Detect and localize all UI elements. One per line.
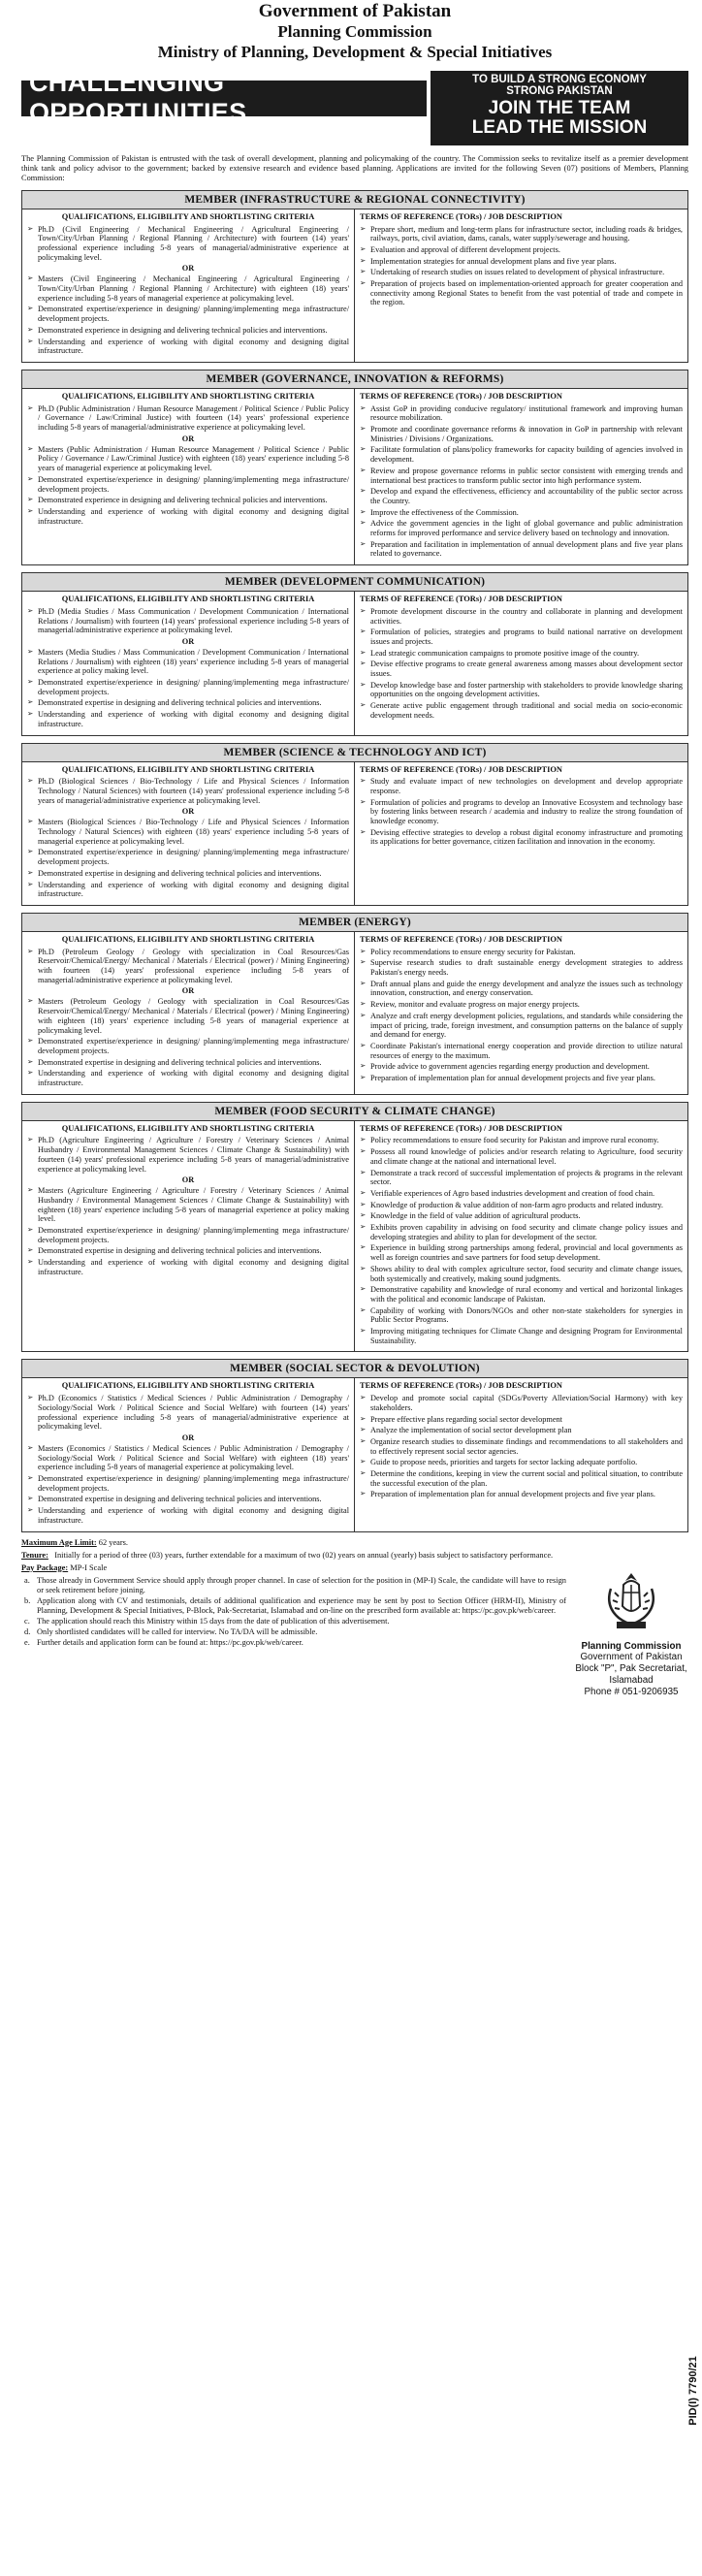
qualification-item: ➢ Demonstrated experience in designing and delivering technical policies and interventions. (27, 496, 349, 505)
tors-heading: TERMS OF REFERENCE (TORs) / JOB DESCRIPTION (360, 595, 562, 604)
note-item: d. Only shortlisted candidates will be called for interview. No TA/DA will be admissible. (24, 1627, 318, 1637)
position-columns (22, 209, 687, 362)
qualifications-column (22, 389, 355, 564)
qualifications-list (27, 445, 349, 527)
or-separator: OR (181, 1175, 195, 1185)
position-title: MEMBER (GOVERNANCE, INNOVATION & REFORMS) (22, 370, 687, 389)
tors-list (360, 607, 683, 721)
tor-item: ➢ Experience in building strong partnerships among federal, provincial and local governments as well as foreign countries and save partners for food setup development. (360, 1243, 683, 1262)
position-section (21, 743, 688, 906)
tors-column (355, 209, 687, 362)
note-item: c. The application should reach this Ministry within 15 days from the date of publication of this advertisement. (24, 1617, 390, 1626)
qualifications-list (27, 1186, 349, 1276)
qualification-masters: ➢ Masters (Biological Sciences / Bio-Technology / Life and Physical Sciences / Information Technology / Natural Sciences) with eighteen (18) years' experience including 5-8 years of managerial experience at policymaking level. (27, 818, 349, 846)
qualifications-list (27, 1136, 349, 1174)
position-columns (22, 389, 687, 564)
footer-text (21, 1538, 574, 1698)
qualification-phd: ➢ Ph.D (Public Administration / Human Resource Management / Political Science / Public Policy / Governance / Law/Criminal Justice) with fourteen (14) years' professional experience including 5-8 years of managerial/administrative experience at policymaking level. (27, 404, 349, 433)
qualifications-list (27, 225, 349, 263)
position-section (21, 370, 688, 565)
position-section (21, 572, 688, 735)
note-item: a. Those already in Government Service should apply through proper channel. In case of selection for the position in (MP-I) Scale, the candidate will have to resign or seek retirement before joining. (24, 1575, 566, 1594)
banner (21, 68, 688, 145)
tor-item: ➢ Analyze the implementation of social sector development plan (360, 1426, 683, 1435)
tor-item: ➢ Demonstrate a track record of successful implementation of projects & programs in the relevant sector. (360, 1169, 683, 1187)
tor-item: ➢ Prepare short, medium and long-term plans for infrastructure sector, including roads & bridges, railways, ports, civil aviation, dams, canals, water supply/sewerage and housing. (360, 225, 683, 243)
max-age (21, 1538, 566, 1548)
note-text: The application should reach this Ministry within 15 days from the date of publication of this advertisement. (37, 1617, 390, 1626)
or-separator: OR (181, 986, 195, 996)
tenure (21, 1551, 566, 1561)
qualifications-column (22, 762, 355, 905)
qualification-item: ➢ Demonstrated expertise in designing and delivering technical policies and interventions. (27, 1058, 349, 1068)
position-title: MEMBER (DEVELOPMENT COMMUNICATION) (22, 573, 687, 592)
pid-text: PID(I) 7790/21 (687, 2356, 700, 2426)
tor-item: ➢ Review, monitor and evaluate progress on major energy projects. (360, 1000, 683, 1010)
qualification-phd: ➢ Ph.D (Media Studies / Mass Communication / Development Communication / International Relations / Journalism) with fourteen (14) years' professional experience including 5-8 years of managerial/administrative experience at policymaking level. (27, 607, 349, 635)
qualification-masters: ➢ Masters (Civil Engineering / Mechanical Engineering / Agricultural Engineering / Town/City/Urban Planning / Regional Planning / Architecture) with eighteen (18) years' experience including 5-8 years of managerial experience at policymaking level. (27, 274, 349, 303)
position-title: MEMBER (INFRASTRUCTURE & REGIONAL CONNECTIVITY) (22, 191, 687, 209)
tors-list (360, 1136, 683, 1345)
tor-item: ➢ Promote and coordinate governance reforms & innovation in GoP in partnership with relevant Ministries / Divisions / Organizations. (360, 425, 683, 443)
qualification-item: ➢ Demonstrated expertise/experience in designing/ planning/implementing mega infrastructure/ development projects. (27, 1474, 349, 1493)
note-text: Application along with CV and testimonials, details of additional qualification and experience may be sent by post to Section Officer (HRM-II), Ministry of Planning, Development & Special Initiatives, P-Block, Pak-Secretariat, Islamabad and on-line on the prescribed form available at: https://pc.gov.pk/web/career. (37, 1595, 566, 1616)
qualification-masters: ➢ Masters (Media Studies / Mass Communication / Development Communication / International Relations / Journalism) with eighteen (18) years' experience including 5-8 years of managerial experience at policy making level. (27, 648, 349, 676)
qualifications-heading: QUALIFICATIONS, ELIGIBILITY AND SHORTLISTING CRITERIA (61, 934, 315, 944)
tor-item: ➢ Capability of working with Donors/NGOs and other non-state stakeholders for synergies in Public Sector Programs. (360, 1306, 683, 1325)
position-columns (22, 1121, 687, 1352)
contact-line-3: Block "P", Pak Secretariat, (575, 1663, 687, 1675)
slogan-line-3: JOIN THE TEAM (488, 97, 631, 118)
banner-headline: CHALLENGING OPPORTUNITIES (21, 80, 427, 116)
tors-list (360, 1394, 683, 1499)
notes-list (21, 1576, 566, 1649)
position-section (21, 190, 688, 363)
tor-item: ➢ Lead strategic communication campaigns to promote positive image of the country. (360, 649, 683, 659)
qualifications-column (22, 1378, 355, 1530)
tors-list (360, 225, 683, 308)
qualification-phd: ➢ Ph.D (Economics / Statistics / Medical Sciences / Public Administration / Demography / Sociology/Social Work / Political Science and Social Welfare) with fourteen (14) years' professional experience including 5-8 years of managerial/administrative experience at policymaking level. (27, 1394, 349, 1432)
qualification-item: ➢ Demonstrated expertise/experience in designing/ planning/implementing mega infrastructure/ development projects. (27, 678, 349, 696)
qualification-item: ➢ Demonstrated expertise/experience in designing/ planning/implementing mega infrastructure/ development projects. (27, 1226, 349, 1244)
position-section (21, 1102, 688, 1353)
tor-item: ➢ Knowledge of production & value addition of non-farm agro products and related industry. (360, 1201, 683, 1210)
tor-item: ➢ Formulation of policies and programs to develop an Innovative Ecosystem and technology base by fostering links between research / academia and industry to realize the strong foundation of knowledge economy. (360, 798, 683, 826)
tor-item: ➢ Preparation of implementation plan for annual development projects and five year plans. (360, 1074, 683, 1083)
qualification-masters: ➢ Masters (Economics / Statistics / Medical Sciences / Public Administration / Demography / Sociology/Social Work / Political Science and Social Welfare) with eighteen (18) years' experience including 5-8 years of managerial experience at policymaking level. (27, 1444, 349, 1472)
or-separator: OR (181, 264, 195, 274)
qualifications-list (27, 777, 349, 805)
qualifications-list (27, 607, 349, 635)
qualifications-list (27, 404, 349, 433)
tor-item: ➢ Improve the effectiveness of the Commission. (360, 508, 683, 518)
tors-column (355, 1121, 687, 1352)
tenure-label: Tenure: (21, 1550, 48, 1560)
pay-text: MP-I Scale (70, 1562, 108, 1572)
qualification-item: ➢ Demonstrated expertise in designing and delivering technical policies and interventions. (27, 869, 349, 879)
position-columns (22, 592, 687, 734)
tors-list (360, 777, 683, 847)
tor-item: ➢ Analyze and craft energy development policies, regulations, and standards while considering the impact of pricing, trade, foreign investment, and consumption patterns on the balance of supply and demand for energy. (360, 1012, 683, 1040)
tor-item: ➢ Facilitate formulation of plans/policy frameworks for capacity building of agencies involved in development. (360, 445, 683, 464)
qualifications-list (27, 1444, 349, 1526)
or-separator: OR (181, 1433, 195, 1442)
tor-item: ➢ Formulation of policies, strategies and programs to build national narrative on development issues and projects. (360, 628, 683, 646)
tor-item: ➢ Assist GoP in providing conducive regulatory/ institutional framework and improving human resource mobilization. (360, 404, 683, 423)
position-title: MEMBER (FOOD SECURITY & CLIMATE CHANGE) (22, 1103, 687, 1121)
tor-item: ➢ Review and propose governance reforms in public sector consistent with emerging trends and international best practices to transform public sector into high performance system. (360, 467, 683, 485)
tors-list (360, 948, 683, 1083)
note-text: Only shortlisted candidates will be called for interview. No TA/DA will be admissible. (37, 1627, 318, 1637)
or-separator: OR (181, 636, 195, 646)
header-commission: Planning Commission (277, 22, 432, 42)
tors-heading: TERMS OF REFERENCE (TORs) / JOB DESCRIPTION (360, 1381, 562, 1391)
qualifications-list (27, 818, 349, 899)
tor-item: ➢ Shows ability to deal with complex agriculture sector, food security and climate change issues, both systemically and creatively, making sound judgments. (360, 1265, 683, 1283)
qualification-item: ➢ Demonstrated expertise/experience in designing/ planning/implementing mega infrastructure/ development projects. (27, 475, 349, 494)
slogan-line-4: LEAD THE MISSION (471, 116, 648, 138)
pay-package (21, 1563, 566, 1573)
qualifications-heading: QUALIFICATIONS, ELIGIBILITY AND SHORTLISTING CRITERIA (61, 595, 315, 604)
or-separator: OR (181, 807, 195, 817)
qualifications-heading: QUALIFICATIONS, ELIGIBILITY AND SHORTLISTING CRITERIA (61, 1123, 315, 1133)
qualification-item: ➢ Understanding and experience of working with digital economy and designing digital infrastructure. (27, 710, 349, 728)
qualification-phd: ➢ Ph.D (Petroleum Geology / Geology with specialization in Coal Resources/Gas Reservoir/Chemical/Energy/ Mechanical / Materials / Electrical (power) / Mining Engineering) with fourteen (14) years' professional experience including 5-8 years of managerial/administrative experience at policymaking level. (27, 948, 349, 985)
qualification-item: ➢ Demonstrated expertise in designing and delivering technical policies and interventions. (27, 698, 349, 708)
tor-item: ➢ Demonstrative capability and knowledge of rural economy and vertical and horizontal linkages with the political and economic landscape of Pakistan. (360, 1285, 683, 1304)
note-item: e. Further details and application form can be found at: https://pc.gov.pk/web/career. (24, 1638, 303, 1648)
government-emblem-icon (597, 1567, 665, 1635)
header-ministry: Ministry of Planning, Development & Special Initiatives (157, 42, 553, 61)
contact-line-4: Islamabad (609, 1674, 654, 1686)
qualification-item: ➢ Demonstrated expertise/experience in designing/ planning/implementing mega infrastructure/ development projects. (27, 848, 349, 866)
tor-item: ➢ Improving mitigating techniques for Climate Change and designing Program for Environmental Sustainability. (360, 1327, 683, 1345)
header (21, 0, 688, 63)
tor-item: ➢ Supervise research studies to draft sustainable energy development strategies to address Pakistan's energy needs. (360, 958, 683, 977)
qualification-phd: ➢ Ph.D (Civil Engineering / Mechanical Engineering / Agricultural Engineering / Town/City/Urban Planning / Regional Planning / Architecture) with fourteen (14) years' professional experience including 5-8 years of managerial/administrative experience at policymaking level. (27, 225, 349, 263)
contact-details (574, 1641, 688, 1698)
max-age-value: 62 years. (98, 1537, 129, 1547)
tor-item: ➢ Coordinate Pakistan's international energy cooperation and provide direction to utilize natural resources of energy to the maximum. (360, 1042, 683, 1060)
qualifications-heading: QUALIFICATIONS, ELIGIBILITY AND SHORTLISTING CRITERIA (61, 211, 315, 221)
pid-number (686, 2328, 700, 2454)
qualification-item: ➢ Demonstrated expertise in designing and delivering technical policies and interventions. (27, 1246, 349, 1256)
tors-column (355, 1378, 687, 1530)
slogan-line-1: TO BUILD A STRONG ECONOMY (472, 73, 647, 85)
qualification-item: ➢ Demonstrated expertise/experience in designing/ planning/implementing mega infrastructure/ development projects. (27, 1037, 349, 1055)
note-text: Further details and application form can be found at: https://pc.gov.pk/web/career. (37, 1638, 303, 1648)
contact-phone: Phone # 051-9206935 (584, 1686, 679, 1697)
note-text: Those already in Government Service should apply through proper channel. In case of selection for the position in (MP-I) Scale, the candidate will have to resign or seek retirement before joining. (37, 1575, 566, 1594)
tor-item: ➢ Policy recommendations to ensure energy security for Pakistan. (360, 948, 683, 957)
tors-heading: TERMS OF REFERENCE (TORs) / JOB DESCRIPTION (360, 1123, 562, 1133)
qualification-item: ➢ Understanding and experience of working with digital economy and designing digital infrastructure. (27, 338, 349, 356)
position-columns (22, 762, 687, 905)
tor-item: ➢ Guide to propose needs, priorities and targets for sector lacking adequate portfolio. (360, 1458, 683, 1467)
contact-box (574, 1567, 688, 1698)
qualification-item: ➢ Understanding and experience of working with digital economy and designing digital infrastructure. (27, 1069, 349, 1087)
tor-item: ➢ Exhibits proven capability in advising on food security and climate change policy issues and developing strategies and ability to plan for development of the sector. (360, 1223, 683, 1241)
tors-column (355, 932, 687, 1094)
tor-item: ➢ Possess all round knowledge of policies and/or research relating to Agriculture, food security and climate change at the national and international level. (360, 1147, 683, 1166)
tor-item: ➢ Determine the conditions, keeping in view the current social and political situation, to contribute the successful execution of the plan. (360, 1469, 683, 1488)
tor-item: ➢ Verifiable experiences of Agro based industries development and creation of food chain. (360, 1189, 683, 1199)
tor-item: ➢ Promote development discourse in the country and collaborate in planning and development activities. (360, 607, 683, 626)
tor-item: ➢ Develop and expand the effectiveness, efficiency and accountability of the public sector across the Country. (360, 487, 683, 505)
pay-label: Pay Package: (21, 1562, 69, 1572)
or-separator: OR (181, 434, 195, 443)
qualifications-column (22, 592, 355, 734)
tor-item: ➢ Prepare effective plans regarding social sector development (360, 1415, 683, 1425)
intro-paragraph: The Planning Commission of Pakistan is entrusted with the task of overall development, planning and policymaking of the country. The Commission seeks to revitalize itself as a premier development think tank and policy advisor to the government; backed by extensive research and evidence based planning. Applications are invited for the following Seven (07) positions of Members, Planning Commission: (21, 153, 688, 182)
position-columns (22, 932, 687, 1094)
tor-item: ➢ Develop knowledge base and foster partnership with stakeholders to provide knowledge sharing opportunities on the ongoing development activities. (360, 681, 683, 699)
tors-heading: TERMS OF REFERENCE (TORs) / JOB DESCRIPTION (360, 391, 562, 401)
qualifications-column (22, 1121, 355, 1352)
tor-item: ➢ Policy recommendations to ensure food security for Pakistan and improve rural economy. (360, 1136, 683, 1145)
position-columns (22, 1378, 687, 1530)
tor-item: ➢ Undertaking of research studies on issues related to development of physical infrastructure. (360, 268, 683, 277)
qualification-item: ➢ Understanding and experience of working with digital economy and designing digital infrastructure. (27, 1506, 349, 1525)
tor-item: ➢ Evaluation and approval of different development projects. (360, 245, 683, 255)
max-age-label: Maximum Age Limit: (21, 1537, 97, 1547)
qualifications-list (27, 997, 349, 1087)
positions-list (21, 190, 688, 1532)
qualifications-column (22, 209, 355, 362)
qualification-item: ➢ Demonstrated expertise in designing and delivering technical policies and interventions. (27, 1495, 349, 1504)
tor-item: ➢ Knowledge in the field of value addition of agricultural products. (360, 1211, 683, 1221)
qualifications-heading: QUALIFICATIONS, ELIGIBILITY AND SHORTLISTING CRITERIA (61, 391, 315, 401)
qualifications-heading: QUALIFICATIONS, ELIGIBILITY AND SHORTLISTING CRITERIA (61, 1381, 315, 1391)
qualifications-list (27, 948, 349, 985)
header-government: Government of Pakistan (258, 1, 452, 21)
qualifications-heading: QUALIFICATIONS, ELIGIBILITY AND SHORTLISTING CRITERIA (61, 764, 315, 774)
tor-item: ➢ Organize research studies to disseminate findings and recommendations to all stakeholders and to effectively represent social sector agencies. (360, 1437, 683, 1456)
qualification-item: ➢ Understanding and experience of working with digital economy and designing digital infrastructure. (27, 1258, 349, 1276)
tenure-text: Initially for a period of three (03) years, further extendable for a maximum of two (02) years on annual (yearly) basis subject to satisfactory performance. (54, 1550, 554, 1560)
qualification-item: ➢ Demonstrated expertise/experience in designing/ planning/implementing mega infrastructure/ development projects. (27, 305, 349, 323)
tors-heading: TERMS OF REFERENCE (TORs) / JOB DESCRIPTION (360, 764, 562, 774)
qualification-item: ➢ Demonstrated experience in designing and delivering technical policies and interventions. (27, 326, 349, 336)
tor-item: ➢ Preparation of implementation plan for annual development projects and five year plans. (360, 1490, 683, 1499)
position-title: MEMBER (ENERGY) (22, 914, 687, 932)
tor-item: ➢ Provide advice to government agencies regarding energy production and development. (360, 1062, 683, 1072)
tor-item: ➢ Draft annual plans and guide the energy development and analyze the issues such as technology innovation, construction, and energy conservation. (360, 980, 683, 998)
tor-item: ➢ Develop and promote social capital (SDGs/Poverty Alleviation/Social Harmony) with key stakeholders. (360, 1394, 683, 1412)
tors-list (360, 404, 683, 560)
position-title: MEMBER (SOCIAL SECTOR & DEVOLUTION) (22, 1360, 687, 1378)
slogan-line-2: STRONG PAKISTAN (506, 84, 613, 97)
qualifications-list (27, 648, 349, 729)
tor-item: ➢ Devise effective programs to create general awareness among masses about development sector issues. (360, 660, 683, 678)
tor-item: ➢ Study and evaluate impact of new technologies on development and develop appropriate response. (360, 777, 683, 795)
tor-item: ➢ Devising effective strategies to develop a robust digital economy infrastructure and promoting its applications for better governance, citizen facilitation and innovation in the economy. (360, 828, 683, 847)
qualifications-column (22, 932, 355, 1094)
tor-item: ➢ Preparation and facilitation in implementation of annual development plans and five year plans related to governance. (360, 540, 683, 559)
tor-item: ➢ Generate active public engagement through traditional and social media on socio-economic development needs. (360, 701, 683, 720)
qualification-phd: ➢ Ph.D (Biological Sciences / Bio-Technology / Life and Physical Sciences / Information Technology / Natural Sciences) with fourteen (14) years' professional experience including 5-8 years of managerial/administrative experience at policymaking level. (27, 777, 349, 805)
tors-heading: TERMS OF REFERENCE (TORs) / JOB DESCRIPTION (360, 211, 562, 221)
position-section (21, 1359, 688, 1531)
contact-line-1: Planning Commission (581, 1640, 682, 1652)
tors-column (355, 762, 687, 905)
position-title: MEMBER (SCIENCE & TECHNOLOGY AND ICT) (22, 744, 687, 762)
tors-heading: TERMS OF REFERENCE (TORs) / JOB DESCRIPTION (360, 934, 562, 944)
qualifications-list (27, 274, 349, 356)
qualification-masters: ➢ Masters (Agriculture Engineering / Agriculture / Forestry / Veterinary Sciences / Animal Husbandry / Environmental Management Sciences / Climate Change & Sustainability) with eighteen (18) years' experience including 5-8 years of managerial experience at policy making level. (27, 1186, 349, 1224)
qualifications-list (27, 1394, 349, 1432)
qualification-item: ➢ Understanding and experience of working with digital economy and designing digital infrastructure. (27, 881, 349, 899)
note-item: b. Application along with CV and testimonials, details of additional qualification and experience may be sent by post to Section Officer (HRM-II), Ministry of Planning, Development & Special Initiatives, P-Block, Pak-Secretariat, Islamabad and on-line on the prescribed form available at: https://pc.gov.pk/web/career. (24, 1595, 566, 1616)
tor-item: ➢ Advice the government agencies in the light of global governance and public administration reforms for improved performance and service delivery based on technology and innovation. (360, 519, 683, 537)
qualification-masters: ➢ Masters (Petroleum Geology / Geology with specialization in Coal Resources/Gas Reservoir/Chemical/Energy/ Mechanical / Materials / Electrical (power) / Mining Engineering) with eighteen (18) years' experience including 5-8 years of managerial experience at policymaking level. (27, 997, 349, 1035)
tors-column (355, 389, 687, 564)
qualification-masters: ➢ Masters (Public Administration / Human Resource Management / Political Science / Public Policy / Governance / Law/Criminal Justice) with eighteen (18) years' experience including 5-8 years of managerial experience at policymaking level. (27, 445, 349, 473)
tors-column (355, 592, 687, 734)
qualification-item: ➢ Understanding and experience of working with digital economy and designing digital infrastructure. (27, 507, 349, 526)
tor-item: ➢ Preparation of projects based on implementation-oriented approach for greater cooperation and connectivity among Regional States to benefit from the vast potential of trade and compete in the region. (360, 279, 683, 307)
position-section (21, 913, 688, 1095)
qualification-phd: ➢ Ph.D (Agriculture Engineering / Agriculture / Forestry / Veterinary Sciences / Animal Husbandry / Environmental Management Sciences / Climate Change & Sustainability) with fourteen (14) years' professional experience including 5-8 years of managerial/administrative experience at policymaking level. (27, 1136, 349, 1174)
footer (21, 1532, 688, 1698)
banner-slogan (427, 71, 688, 145)
tor-item: ➢ Implementation strategies for annual development plans and five year plans. (360, 257, 683, 267)
contact-line-2: Government of Pakistan (580, 1652, 683, 1663)
